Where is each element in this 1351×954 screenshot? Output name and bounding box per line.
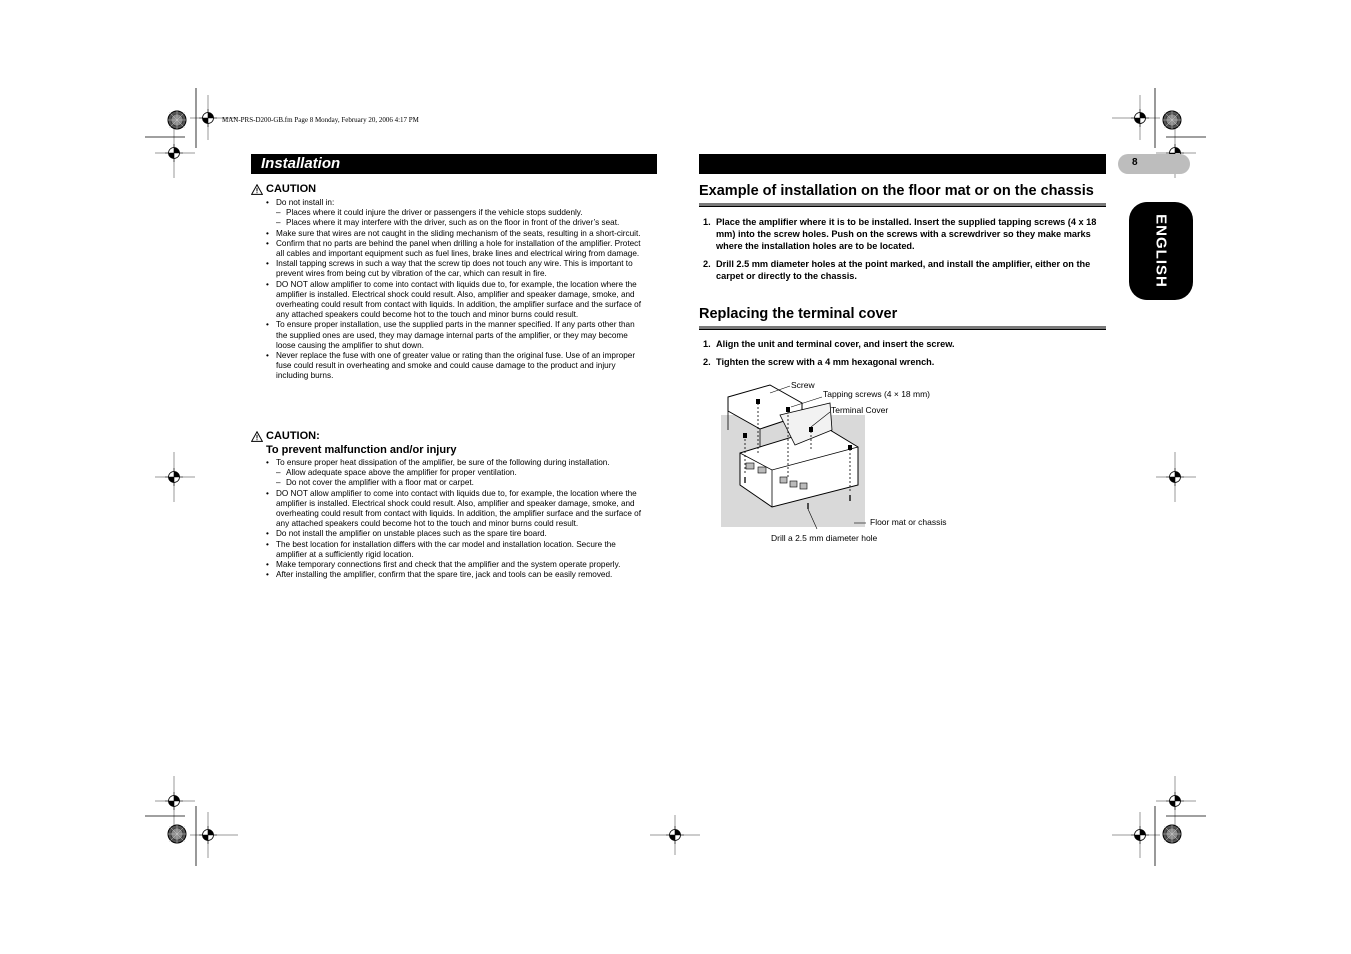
bullet-text: Confirm that no parts are behind the panel when drilling a hole for installation of the amplifier. Protect all cables and important equipment such as fuel lines, brake lines and electrical wiring from damage. (276, 238, 641, 259)
language-tab-label: ENGLISH (1152, 214, 1170, 288)
bullet-text: DO NOT allow amplifier to come into contact with liquids due to, for example, the location where the amplifier is installed. Electrical shock could result. Also, amplifier and speaker damage, smoke, and overheating could result from contact with liquids. In addition, the amplifier surface and the surface of any attached speakers could become hot to the touch and minor burns could result. (276, 488, 641, 529)
bullet-text: DO NOT allow amplifier to come into contact with liquids due to, for example, the location where the amplifier is installed. Electrical shock could result. Also, amplifier and speaker damage, smoke, and overheating could result from contact with liquids. In addition, the amplifier surface and the surface of any attached speakers could become hot to the touch and minor burns could result. (276, 279, 641, 320)
step-item (699, 258, 1106, 282)
sub-item: – Do not cover the amplifier with a floor mat or carpet. (276, 478, 646, 488)
label-tapping-screws: Tapping screws (4 × 18 mm) (823, 389, 930, 399)
step-text: Align the unit and terminal cover, and insert the screw. (716, 339, 955, 349)
warning-icon (251, 431, 263, 442)
bullet-item (266, 489, 646, 530)
step-item (699, 356, 1106, 368)
bullet-text: Never replace the fuse with one of greater value or rating than the original fuse. Use of an improper fuse could result in overheating and smoke and could cause damage to the product and injury including burns. (276, 351, 636, 381)
bullet-text: Make temporary connections first and check that the amplifier and the system operate properly. (276, 560, 621, 570)
step-text: Drill 2.5 mm diameter holes at the point marked, and install the amplifier, either on the carpet or directly to the chassis. (716, 259, 1091, 281)
bullet-text: Do not install the amplifier on unstable places such as the spare tire board. (276, 529, 547, 539)
bullet-item (266, 560, 646, 570)
sub-item: – Places where it could injure the driver or passengers if the vehicle stops suddenly. (276, 208, 646, 218)
step-number: 1. (703, 339, 711, 349)
sub-list (276, 468, 646, 488)
section-floor-mat (699, 183, 1106, 288)
section-heading: Replacing the terminal cover (699, 306, 898, 322)
bullet-item (266, 529, 646, 539)
bullet-text: Make sure that wires are not caught in the sliding mechanism of the seats, resulting in a short-circuit. (276, 228, 641, 238)
caution-heading: CAUTION: (266, 430, 320, 442)
bullet-item (266, 540, 646, 560)
sub-item: – Allow adequate space above the amplifier for proper ventilation. (276, 468, 646, 478)
label-screw: Screw (791, 380, 815, 390)
caution-list (266, 458, 646, 580)
section-terminal-cover (699, 306, 1106, 374)
caution-block-1 (251, 183, 646, 382)
step-item (699, 216, 1106, 252)
bullet-item (266, 320, 646, 351)
step-item (699, 338, 1106, 350)
page-number-badge (1118, 154, 1190, 174)
steps-list (699, 216, 1106, 282)
bullet-item (266, 259, 646, 279)
step-number: 2. (703, 357, 711, 367)
caution-list (266, 198, 646, 382)
caution-block-2 (251, 430, 646, 580)
bullet-item (266, 280, 646, 321)
section-heading: Example of installation on the floor mat or on the chassis (699, 183, 1094, 199)
label-floor-mat: Floor mat or chassis (870, 517, 947, 527)
installation-diagram (700, 375, 1020, 555)
steps-list (699, 338, 1106, 368)
bullet-item (266, 198, 646, 229)
amplifier-illustration (700, 375, 1020, 555)
step-number: 2. (703, 259, 711, 269)
sub-item: – Places where it may interfere with the driver, such as on the floor in front of the driver’s seat. (276, 218, 646, 228)
bullet-item (266, 351, 646, 382)
language-tab (1129, 202, 1193, 300)
file-info: MAN-PRS-D200-GB.fm Page 8 Monday, February 20, 2006 4:17 PM (222, 116, 419, 124)
warning-icon (251, 184, 263, 195)
bullet-text: To ensure proper installation, use the supplied parts in the manner specified. If any parts other than the supplied ones are used, they may damage internal parts of the amplifier, or they may become loose causing the amplifier to shut down. (276, 320, 635, 350)
heading-rule (699, 326, 1106, 330)
page-number: 8 (1132, 157, 1138, 168)
bullet-item (266, 239, 646, 259)
bullet-text: Do not install in: (276, 198, 335, 207)
bullet-item (266, 458, 646, 489)
step-number: 1. (703, 217, 711, 227)
caution-subheading: To prevent malfunction and/or injury (266, 444, 457, 456)
label-drill-hole: Drill a 2.5 mm diameter hole (771, 533, 878, 543)
bullet-text: Install tapping screws in such a way that the screw tip does not touch any wire. This is important to prevent wires from being cut by vibration of the car, which can result in fire. (276, 259, 633, 279)
step-text: Place the amplifier where it is to be installed. Insert the supplied tapping screws (4 x 18 mm) into the screw holes. Push on the screws with a screwdriver so they make marks where the installation holes are to be located. (716, 217, 1097, 251)
section-header-installation (251, 154, 657, 174)
bullet-text: The best location for installation differs with the car model and installation location. Secure the amplifier at a sufficiently rigid location. (276, 539, 616, 559)
heading-rule (699, 203, 1106, 207)
label-terminal-cover: Terminal Cover (831, 405, 889, 415)
bullet-item (266, 229, 646, 239)
caution-heading: CAUTION (266, 183, 317, 195)
bullet-text: To ensure proper heat dissipation of the amplifier, be sure of the following during installation. (276, 458, 610, 467)
section-header-bar (699, 154, 1106, 174)
section-title: Installation (261, 155, 341, 172)
step-text: Tighten the screw with a 4 mm hexagonal wrench. (716, 357, 935, 367)
sub-list (276, 208, 646, 228)
bullet-item (266, 570, 646, 580)
bullet-text: After installing the amplifier, confirm that the spare tire, jack and tools can be easily removed. (276, 570, 613, 580)
